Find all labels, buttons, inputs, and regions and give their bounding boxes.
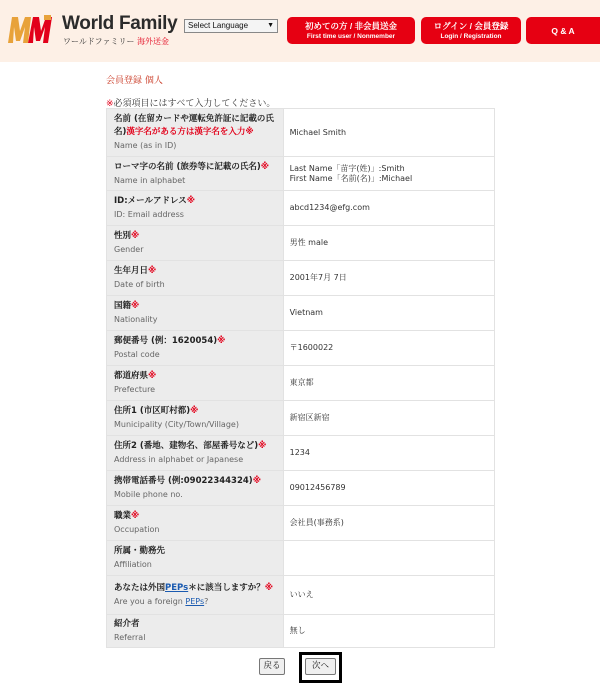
field-label-jp [114, 618, 277, 631]
field-value-cell [283, 296, 494, 331]
logo-subtitle [63, 36, 169, 47]
field-label-en: Address in alphabet or Japanese [114, 455, 244, 464]
required-mark: ※ [252, 476, 261, 486]
required-mark: ※ [106, 99, 114, 109]
field-label-en: Occupation [114, 525, 160, 534]
form-row-occupation [107, 506, 495, 541]
field-label-jp-text: 国籍 [114, 301, 132, 311]
field-label-cell [107, 261, 284, 296]
site-header [0, 0, 600, 62]
field-label-cell [107, 541, 284, 576]
field-value-cell [283, 615, 494, 648]
field-label-jp [114, 510, 277, 523]
required-mark: ※ [260, 161, 269, 172]
form-row-name-alphabet [107, 157, 495, 191]
field-value: abcd1234@efg.com [289, 203, 370, 212]
registration-form-table [106, 108, 495, 648]
field-label-jp-text: 所属・勤務先 [114, 546, 166, 556]
field-value: 〒1600022 [289, 343, 334, 352]
form-row-prefecture [107, 366, 495, 401]
required-note-text: 必須項目にはすべて入力してください。 [113, 99, 276, 109]
field-value-cell [283, 331, 494, 366]
field-label-jp [114, 265, 277, 278]
nav-login-sublabel: Login / Registration [440, 33, 502, 40]
nav-login-label: ログイン / 会員登録 [433, 21, 509, 31]
next-button[interactable]: 次へ [305, 658, 336, 675]
field-value: 東京都 [289, 378, 314, 387]
field-label-en [114, 596, 277, 608]
field-value: 会社員(事務系) [289, 518, 344, 527]
required-mark: ※ [131, 511, 140, 521]
field-label-cell [107, 436, 284, 471]
nav-qa-button[interactable] [526, 17, 600, 44]
field-label-jp-text: 郵便番号 (例：1620054) [114, 336, 218, 346]
field-label-en: Nationality [114, 315, 158, 324]
field-label-jp-text: あなたは外国 [114, 583, 166, 593]
field-label-jp-text: ID:メールアドレス [114, 196, 187, 206]
field-value-cell [283, 506, 494, 541]
field-label-jp-text: 性別 [114, 231, 132, 241]
chevron-down-icon: ▼ [267, 22, 274, 29]
nav-first-time-user-label: 初めての方 / 非会員送金 [304, 21, 398, 31]
field-label-cell [107, 226, 284, 261]
field-label-jp-note: 漢字名がある方は漢字名を入力 [126, 127, 246, 137]
form-row-address1 [107, 401, 495, 436]
required-mark: ※ [131, 231, 140, 241]
logo-subtitle-accent: 海外送金 [137, 37, 169, 46]
field-value: 男性 male [289, 238, 329, 247]
field-value-cell [283, 191, 494, 226]
field-label-jp [114, 545, 277, 558]
logo-title: World Family [62, 13, 178, 34]
field-label-en: Gender [114, 245, 144, 254]
field-value-cell [283, 366, 494, 401]
field-value-cell [283, 576, 494, 615]
field-label-en: Mobile phone no. [114, 490, 183, 499]
form-row-mobile [107, 471, 495, 506]
field-label-cell [107, 109, 284, 157]
page-title: 会員登録 個人 [106, 76, 163, 86]
field-value-cell [283, 541, 494, 576]
form-row-affiliation [107, 541, 495, 576]
field-label-jp-text: 住所1 (市区町村都) [114, 406, 191, 416]
field-label-jp [114, 113, 277, 139]
field-value-cell [283, 226, 494, 261]
required-mark: ※ [148, 371, 157, 381]
form-row-address2 [107, 436, 495, 471]
field-value-cell [283, 471, 494, 506]
language-select-value: Select Language [188, 21, 249, 30]
field-label-cell [107, 576, 284, 615]
field-label-cell [107, 296, 284, 331]
required-mark: ※ [131, 301, 140, 311]
field-value-cell [283, 261, 494, 296]
field-label-jp-text: 携帯電話番号 (例:09022344324) [114, 476, 253, 486]
form-row-postal-code [107, 331, 495, 366]
required-mark: ※ [264, 583, 273, 593]
nav-login-registration-button[interactable] [421, 17, 521, 44]
field-value: 1234 [289, 448, 310, 457]
field-value-cell [283, 436, 494, 471]
field-label-jp [114, 370, 277, 383]
world-family-logo-icon [6, 13, 52, 47]
nav-first-time-user-button[interactable] [287, 17, 415, 44]
form-row-dob [107, 261, 495, 296]
field-value: Vietnam [289, 308, 323, 317]
field-label-en: Name (as in ID) [114, 141, 177, 150]
required-mark: ※ [190, 406, 199, 416]
field-label-jp-text: ローマ字の名前 (旅券等に記載の氏名) [114, 161, 261, 172]
field-value-cell [283, 109, 494, 157]
field-label-en: Name in alphabet [114, 175, 186, 185]
field-value: いいえ [289, 590, 314, 599]
field-label-en: ID: Email address [114, 210, 184, 219]
language-select[interactable] [184, 19, 278, 33]
required-mark: ※ [186, 196, 195, 206]
field-label-jp [114, 300, 277, 313]
field-value: Michael Smith [289, 127, 347, 137]
peps-link[interactable]: PEPs [165, 583, 189, 593]
form-row-referral [107, 615, 495, 648]
form-row-nationality [107, 296, 495, 331]
field-label-jp [114, 195, 277, 208]
field-label-en: Postal code [114, 350, 160, 359]
field-label-en: Municipality (City/Town/Village) [114, 420, 239, 429]
field-label-jp [114, 161, 277, 174]
field-label-jp-text: 紹介者 [114, 619, 140, 629]
field-label-cell [107, 615, 284, 648]
nav-first-time-user-sublabel: First time user / Nonmember [306, 33, 396, 40]
required-mark: ※ [217, 336, 226, 346]
required-mark: ※ [148, 266, 157, 276]
field-label-en-text-post: ? [204, 597, 209, 606]
field-label-jp [114, 230, 277, 243]
field-value-cell [283, 401, 494, 436]
back-button[interactable]: 戻る [259, 658, 285, 675]
field-label-en: Prefecture [114, 385, 156, 394]
field-label-cell [107, 506, 284, 541]
field-label-jp [114, 440, 277, 453]
field-value: 09012456789 [289, 483, 346, 492]
field-label-cell [107, 157, 284, 191]
required-mark: ※ [258, 441, 267, 451]
form-row-name [107, 109, 495, 157]
field-label-jp-text: 職業 [114, 511, 132, 521]
form-row-email [107, 191, 495, 226]
field-value-cell [283, 157, 494, 191]
field-value: 新宿区新宿 [289, 413, 330, 422]
site-logo[interactable] [6, 13, 176, 49]
field-label-en: Date of birth [114, 280, 165, 289]
field-value: Last Name「苗字(姓)」:Smith [289, 163, 405, 173]
field-label-jp [114, 582, 277, 595]
field-value-line2: First Name「名前(名)」:Michael [289, 173, 413, 183]
logo-subtitle-main: ワールドファミリー [63, 37, 135, 46]
peps-link-en[interactable]: PEPs [185, 597, 205, 606]
field-label-jp-text: 住所2 (番地、建物名、部屋番号など) [114, 441, 259, 451]
field-label-jp [114, 405, 277, 418]
form-row-peps [107, 576, 495, 615]
field-label-jp-text: 都道府県 [114, 371, 149, 381]
field-label-jp [114, 335, 277, 348]
field-label-jp [114, 475, 277, 488]
field-label-jp-text: 生年月日 [114, 266, 149, 276]
field-label-cell [107, 401, 284, 436]
field-label-cell [107, 331, 284, 366]
field-label-en: Referral [114, 633, 146, 642]
nav-qa-label: Q & A [551, 26, 575, 36]
field-label-en: Affiliation [114, 560, 152, 569]
field-label-cell [107, 366, 284, 401]
field-label-jp-text-post: ＊に該当しますか？ [188, 583, 265, 593]
field-label-en-text: Are you a foreign [114, 597, 186, 606]
field-value: 2001年7月 7日 [289, 273, 347, 282]
form-row-gender [107, 226, 495, 261]
field-label-jp-text: 名前 (在留カードや運転免許証に記載の氏名) [114, 114, 274, 137]
field-label-cell [107, 471, 284, 506]
field-label-cell [107, 191, 284, 226]
field-value: 無し [289, 626, 306, 635]
required-mark: ※ [245, 127, 254, 137]
